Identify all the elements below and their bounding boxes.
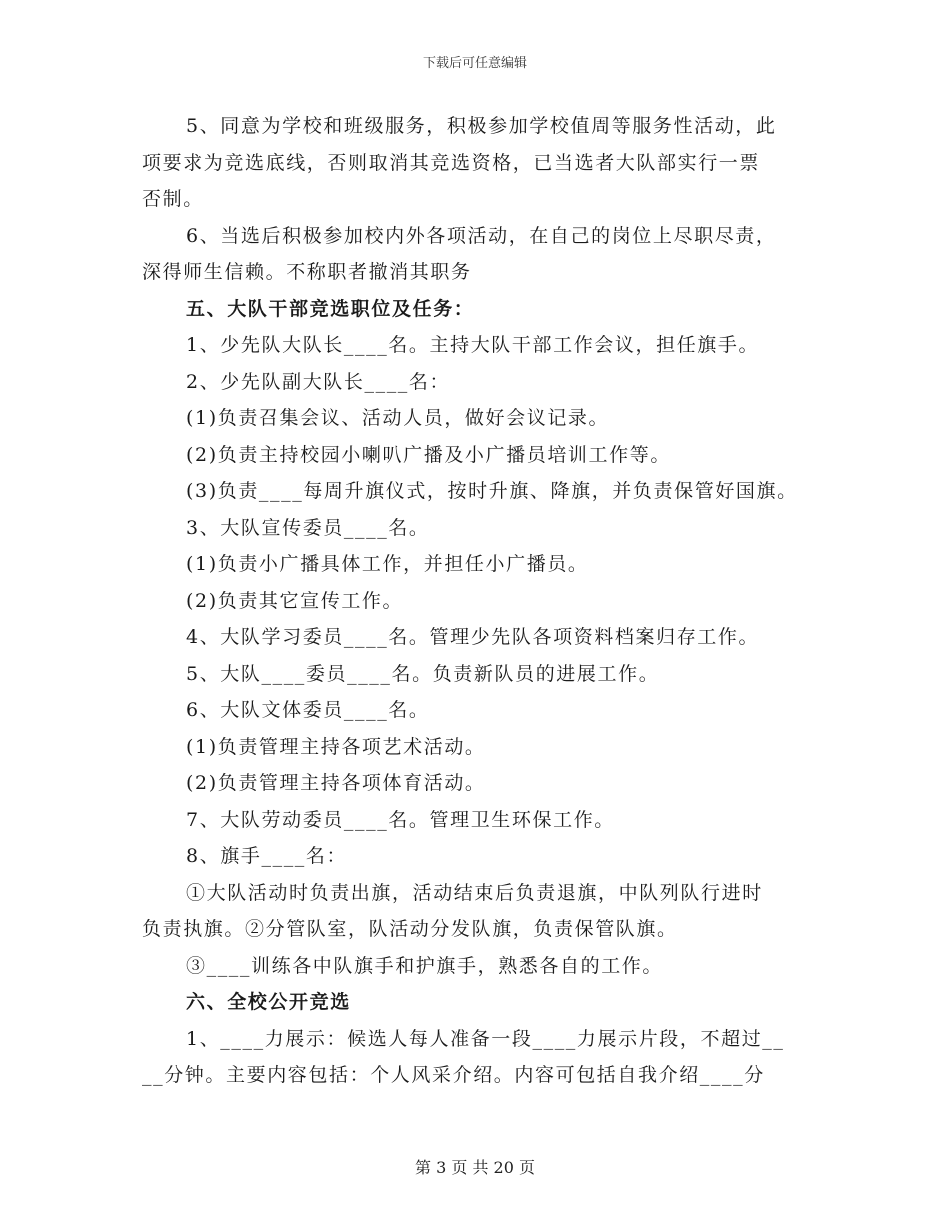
sub-list-item: ③____训练各中队旗手和护旗手，熟悉各自的工作。 — [186, 954, 664, 977]
document-body — [142, 108, 832, 1094]
page-number-footer: 第 3 页 共 20 页 — [415, 1158, 535, 1177]
list-item: 1、____力展示：候选人每人准备一段____力展示片段，不超过__ — [186, 1027, 785, 1050]
list-item-cont: __分钟。主要内容包括：个人风采介绍。内容可包括自我介绍____分 — [142, 1064, 765, 1086]
paragraph-item-6-cont: 深得师生信赖。不称职者撤消其职务 — [142, 261, 472, 283]
section-heading-5: 五、大队干部竞选职位及任务： — [186, 297, 475, 320]
section-heading-6: 六、全校公开竞选 — [186, 991, 351, 1013]
sub-list-item: (2)负责其它宣传工作。 — [186, 589, 404, 612]
sub-list-item: (3)负责____每周升旗仪式，按时升旗、降旗，并负责保管好国旗。 — [186, 480, 798, 502]
sub-list-item: (1)负责管理主持各项艺术活动。 — [186, 735, 486, 758]
paragraph-item-5-cont-1: 项要求为竞选底线，否则取消其竞选资格，已当选者大队部实行一票 — [142, 151, 761, 174]
sub-list-item: (2)负责管理主持各项体育活动。 — [186, 772, 486, 794]
list-item: 4、大队学习委员____名。管理少先队各项资料档案归存工作。 — [186, 626, 760, 648]
list-item: 2、少先队副大队长____名： — [186, 370, 451, 393]
list-item: 6、大队文体委员____名。 — [186, 699, 430, 721]
paragraph-item-5-cont-2: 否制。 — [142, 188, 204, 210]
page-header-note: 下载后可任意编辑 — [422, 56, 527, 71]
sub-list-item-cont: 负责执旗。②分管队室，队活动分发队旗，负责保管队旗。 — [142, 918, 678, 940]
sub-list-item: (2)负责主持校园小喇叭广播及小广播员培训工作等。 — [186, 443, 671, 466]
sub-list-item: (1)负责小广播具体工作，并担任小广播员。 — [186, 553, 589, 575]
list-item: 3、大队宣传委员____名。 — [186, 516, 430, 539]
sub-list-item: (1)负责召集会议、活动人员，做好会议记录。 — [186, 407, 610, 429]
list-item: 1、少先队大队长____名。主持大队干部工作会议，担任旗手。 — [186, 334, 760, 356]
list-item: 8、旗手____名： — [186, 845, 348, 867]
list-item: 7、大队劳动委员____名。管理卫生环保工作。 — [186, 808, 615, 831]
sub-list-item: ①大队活动时负责出旗，活动结束后负责退旗，中队列队行进时 — [186, 881, 763, 904]
paragraph-item-5: 5、同意为学校和班级服务，积极参加学校值周等服务性活动，此 — [186, 115, 777, 137]
paragraph-item-6: 6、当选后积极参加校内外各项活动，在自己的岗位上尽职尽责， — [186, 224, 777, 247]
list-item: 5、大队____委员____名。负责新队员的进展工作。 — [186, 662, 660, 685]
